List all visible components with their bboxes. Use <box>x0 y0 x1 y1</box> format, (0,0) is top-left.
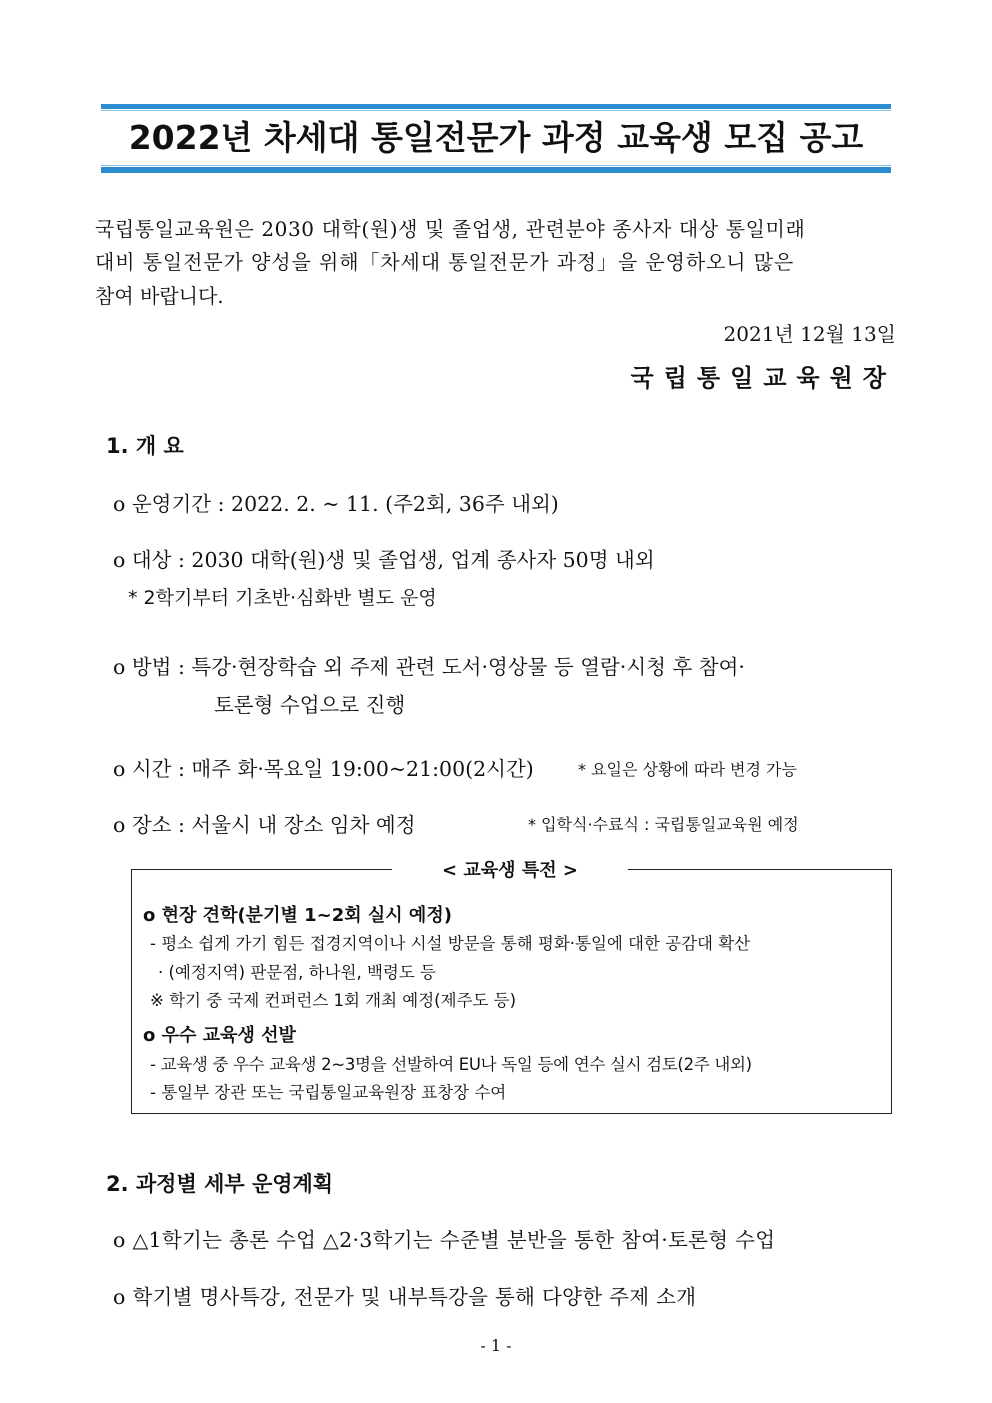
document-title: 2022년 차세대 통일전문가 과정 교육생 모집 공고 <box>128 118 864 157</box>
item-text: 장소 : 서울시 내 장소 임차 예정 <box>131 813 416 837</box>
item-text: 대상 : 2030 대학(원)생 및 졸업생, 업계 종사자 50명 내외 <box>131 548 655 572</box>
title-top-rule <box>101 104 891 109</box>
item-text: 시간 : 매주 화·목요일 19:00~21:00(2시간) <box>131 757 534 781</box>
item-period <box>113 487 559 517</box>
bullet: o <box>113 813 126 837</box>
bullet: o <box>113 492 126 516</box>
section-2-heading: 2. 과정별 세부 운영계획 <box>106 1172 334 1196</box>
place-note: * 입학식·수료식 : 국립통일교육원 예정 <box>528 815 799 834</box>
target-note: * 2학기부터 기초반·심화반 별도 운영 <box>128 587 437 609</box>
item-text: 운영기간 : 2022. 2. ~ 11. (주2회, 36주 내외) <box>131 492 559 516</box>
title-bottom-thin-rule <box>101 165 891 166</box>
section-2-item: o △1학기는 총론 수업 △2·3학기는 수준별 분반을 통한 참여·토론형 수업 <box>113 1228 776 1252</box>
bullet: o <box>113 757 126 781</box>
time-note: * 요일은 상황에 따라 변경 가능 <box>578 760 797 779</box>
benefit-heading-excellent-student: o 우수 교육생 선발 <box>143 1025 296 1046</box>
page-number: - 1 - <box>480 1336 512 1355</box>
benefit-line: ※ 학기 중 국제 컨퍼런스 1회 개최 예정(제주도 등) <box>150 991 517 1010</box>
announcement-date: 2021년 12월 13일 <box>723 322 896 346</box>
item-method-continued: 토론형 수업으로 진행 <box>214 693 406 717</box>
section-2-item: o 학기별 명사특강, 전문가 및 내부특강을 통해 다양한 주제 소개 <box>113 1285 697 1309</box>
bullet: o <box>113 548 126 572</box>
benefit-line: - 평소 쉽게 가기 힘든 접경지역이나 시설 방문을 통해 평화·통일에 대한 공감대 확산 <box>150 934 751 953</box>
intro-line-1: 국립통일교육원은 2030 대학(원)생 및 졸업생, 관련분야 종사자 대상 통일미래 <box>95 217 806 241</box>
item-target <box>113 543 655 573</box>
item-time <box>113 752 534 782</box>
bullet: o <box>113 655 126 679</box>
title-top-thin-rule <box>101 110 891 111</box>
signature: 국립통일교육원장 <box>630 363 896 392</box>
item-method <box>113 650 745 680</box>
title-bottom-rule <box>101 167 891 173</box>
section-1-heading: 1. 개 요 <box>106 434 184 458</box>
item-place <box>113 808 416 838</box>
benefit-line: - 통일부 장관 또는 국립통일교육원장 표창장 수여 <box>150 1083 507 1102</box>
benefit-heading-field-trip: o 현장 견학(분기별 1~2회 실시 예정) <box>143 905 452 926</box>
item-text: 방법 : 특강·현장학습 외 주제 관련 도서·영상물 등 열람·시청 후 참여· <box>131 655 745 679</box>
intro-line-2: 대비 통일전문가 양성을 위해「차세대 통일전문가 과정」을 운영하오니 많은 <box>95 250 795 274</box>
intro-line-3: 참여 바랍니다. <box>95 284 224 308</box>
benefit-line: · (예정지역) 판문점, 하나원, 백령도 등 <box>158 963 436 982</box>
benefits-title: < 교육생 특전 > <box>442 860 578 881</box>
benefit-line: - 교육생 중 우수 교육생 2~3명을 선발하여 EU나 독일 등에 연수 실시 검토(2주 내외) <box>150 1055 752 1074</box>
